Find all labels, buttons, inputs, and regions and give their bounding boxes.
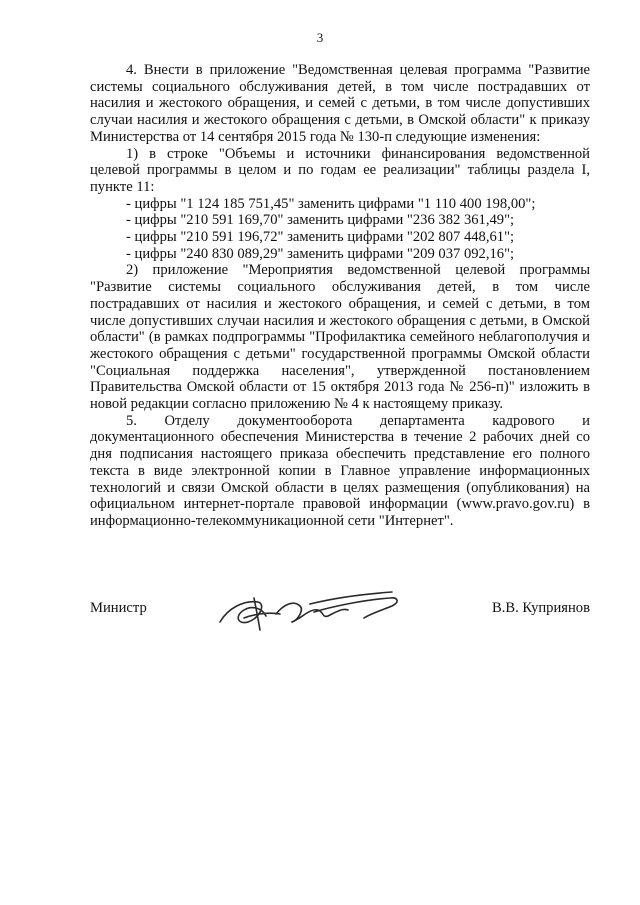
handwritten-signature (214, 578, 404, 634)
paragraph-item-4-1: 1) в строке "Объемы и источники финансирования ведомственной целевой программы в целом и по годам ее реализации" таблицы раздела I, пункте 11: (90, 145, 590, 195)
paragraph-item-4: 4. Внести в приложение "Ведомственная целевая программа "Развитие системы социального обслуживания детей, в том числе пострадавших от насилия и жестокого обращения, и семей с детьми, в том числе допустивших случаи насилия и жестокого обращения с детьми, в Омской области" к приказу Министерства от 14 сентября 2015 года № 130-п следующие изменения: (90, 62, 590, 145)
signatory-position: Министр (90, 600, 147, 616)
signatory-name: В.В. Куприянов (492, 600, 590, 616)
list-item: - цифры "240 830 089,29" заменить цифрами "209 037 092,16"; (126, 245, 515, 262)
list-item: - цифры "1 124 185 751,45" заменить цифрами "1 110 400 198,00"; (126, 195, 536, 212)
list-item: - цифры "210 591 169,70" заменить цифрами "236 382 361,49"; (126, 212, 515, 229)
signature-block (90, 578, 590, 638)
page-number: 3 (316, 30, 324, 45)
document-body (90, 62, 590, 530)
paragraph-item-4-2: 2) приложение "Мероприятия ведомственной целевой программы "Развитие системы социального обслуживания детей, в том числе пострадавших от насилия и жестокого обращения, и семей с детьми, в том числе допустивших случаи насилия и жестокого обращения с детьми, в Омской области" (в рамках подпрограммы "Профилактика семейного неблагополучия и жестокого обращения с детьми" государственной программы Омской области "Социальная поддержка населения", утвержденной постановлением Правительства Омской области от 15 октября 2013 года № 256-п)" изложить в новой редакции согласно приложению № 4 к настоящему приказу. (90, 262, 590, 413)
list-item: - цифры "210 591 196,72" заменить цифрами "202 807 448,61"; (126, 229, 515, 246)
paragraph-item-5: 5. Отделу документооборота департамента кадрового и документационного обеспечения Министерства в течение 2 рабочих дней со дня подписания настоящего приказа обеспечить представление его полного текста в виде электронной копии в Главное управление информационных технологий и связи Омской области в целях размещения (опубликования) на официальном интернет-портале правовой информации (www.pravo.gov.ru) в информационно-телекоммуникационной сети "Интернет". (90, 412, 590, 529)
